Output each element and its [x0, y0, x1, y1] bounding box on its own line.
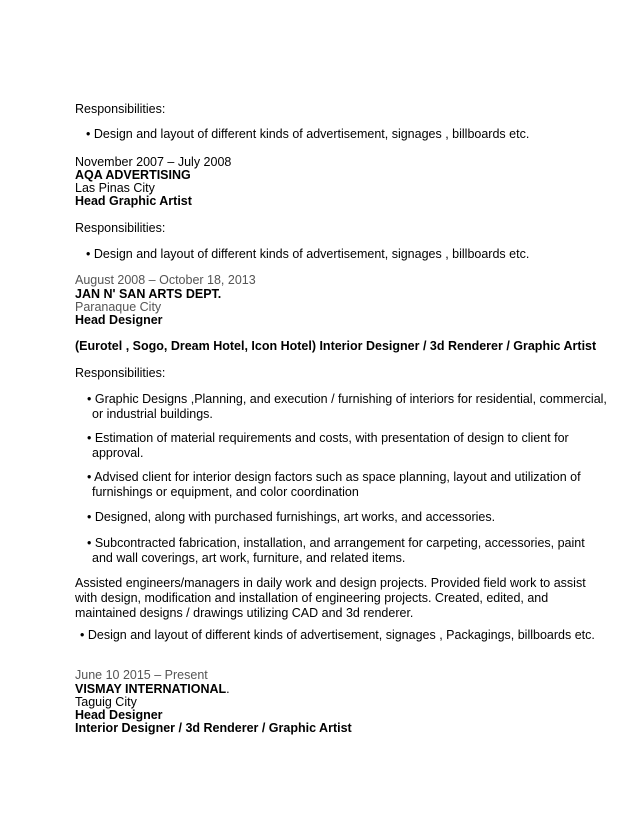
bullet-line: approval.	[92, 446, 144, 460]
bullet-item: • Design and layout of different kinds of advertisement, signages , billboards etc.	[86, 247, 530, 261]
bullet-line: • Advised client for interior design factors such as space planning, layout and utilization of	[87, 470, 581, 484]
bullet-line: furnishings or equipment, and color coordination	[92, 485, 359, 499]
bullet-line: • Estimation of material requirements and costs, with presentation of design to client for	[87, 431, 569, 445]
job-dates: August 2008 – October 18, 2013	[75, 273, 256, 287]
job-summary	[75, 576, 595, 621]
job-dates: June 10 2015 – Present	[75, 668, 208, 682]
responsibilities-label: Responsibilities:	[75, 102, 166, 116]
summary-line: Assisted engineers/managers in daily work and design projects. Provided field work to assist	[75, 576, 586, 590]
job-location: Taguig City	[75, 695, 137, 709]
bullet-line: • Subcontracted fabrication, installation, and arrangement for carpeting, accessories, paint	[87, 536, 585, 550]
job-location: Paranaque City	[75, 300, 162, 314]
job-title: Head Designer	[75, 313, 163, 327]
bullet-line: • Designed, along with purchased furnishings, art works, and accessories.	[87, 510, 496, 524]
bullet-item	[87, 470, 587, 500]
bullet-item	[87, 431, 587, 461]
job-dates: November 2007 – July 2008	[75, 155, 232, 169]
job-title: Head Graphic Artist	[75, 194, 192, 208]
job-projects: (Eurotel , Sogo, Dream Hotel, Icon Hotel) Interior Designer / 3d Renderer / Graphic Artist	[75, 339, 597, 353]
summary-line: with design, modification and installation of engineering projects. Created, edited, and	[75, 591, 549, 605]
company-suffix: .	[226, 682, 230, 696]
job-title: Head Designer	[75, 708, 163, 722]
company-name: AQA ADVERTISING	[75, 168, 191, 182]
job-role: Interior Designer / 3d Renderer / Graphic Artist	[75, 721, 352, 735]
company-name: VISMAY INTERNATIONAL	[75, 682, 227, 696]
bullet-item: • Design and layout of different kinds of advertisement, signages , billboards etc.	[86, 127, 530, 141]
responsibilities-label: Responsibilities:	[75, 366, 166, 380]
company-line	[75, 682, 575, 696]
bullet-line: and wall coverings, art work, furniture, and related items.	[92, 551, 406, 565]
job-location: Las Pinas City	[75, 181, 155, 195]
bullet-line: or industrial buildings.	[92, 407, 213, 421]
company-name: JAN N' SAN ARTS DEPT.	[75, 287, 222, 301]
bullet-item	[87, 392, 607, 422]
bullet-item	[87, 510, 587, 525]
responsibilities-label: Responsibilities:	[75, 221, 166, 235]
bullet-item: • Design and layout of different kinds of advertisement, signages , Packagings, billboards etc.	[80, 628, 595, 642]
bullet-item	[87, 536, 587, 566]
bullet-line: • Graphic Designs ,Planning, and execution / furnishing of interiors for residential, commercial,	[87, 392, 607, 406]
summary-line: maintained designs / drawings utilizing CAD and 3d renderer.	[75, 606, 414, 620]
